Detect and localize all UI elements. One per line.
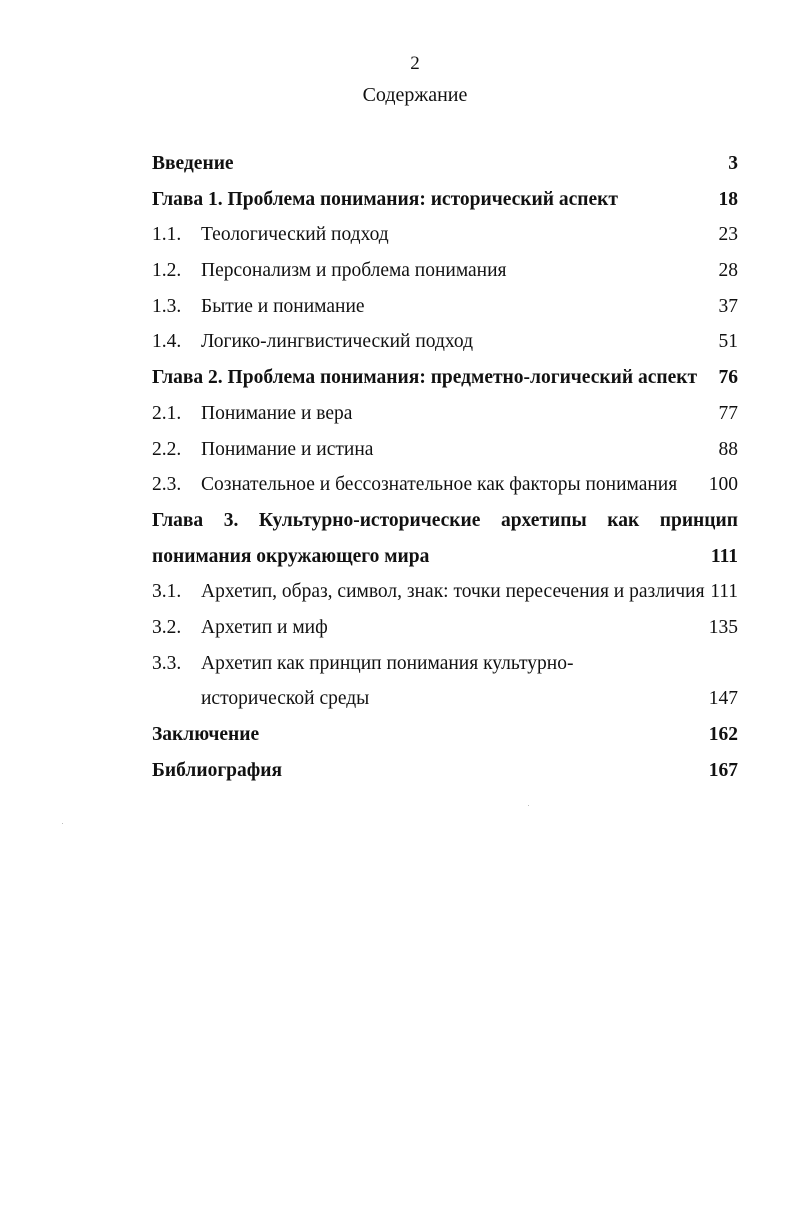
toc-entry-page: 51 <box>718 331 738 353</box>
toc-entry-chapter-2[interactable] <box>152 367 738 403</box>
toc-entry-section-2-1[interactable] <box>152 403 738 439</box>
toc-entry-number: 2.2. <box>152 438 182 460</box>
toc-entry-label: Персонализм и проблема понимания <box>201 260 507 282</box>
toc-entry-label: Теологический подход <box>201 224 389 246</box>
toc-entry-section-3-3[interactable] <box>152 653 738 689</box>
toc-entry-number: 2.3. <box>152 474 182 496</box>
toc-entry-label: Заключение <box>152 724 260 745</box>
toc-entry-number: 3.1. <box>152 581 182 603</box>
toc-entry-number: 1.1. <box>152 224 182 246</box>
toc-entry-label: Архетип и миф <box>201 616 328 638</box>
toc-entry-page: 3 <box>728 153 738 174</box>
toc-entry-section-1-4[interactable] <box>152 331 738 367</box>
toc-entry-label: Глава 1. Проблема понимания: исторический аспект <box>152 188 618 210</box>
toc-entry-label: Библиография <box>152 759 283 781</box>
toc-entry-page: 162 <box>708 724 738 745</box>
toc-entry-number: 1.4. <box>152 331 182 353</box>
toc-entry-label: Сознательное и бессознательное как факторы понимания <box>201 474 678 496</box>
toc-entry-section-1-2[interactable] <box>152 260 738 296</box>
toc-entry-label: Глава 3. Культурно-исторические архетипы как принцип <box>152 509 738 531</box>
toc-entry-page: 88 <box>718 438 738 460</box>
toc-entry-label: Архетип, образ, символ, знак: точки пересечения и различия <box>201 581 705 603</box>
toc-entry-label: Архетип как принцип понимания культурно- <box>201 652 574 674</box>
toc-entry-page: 100 <box>708 474 738 496</box>
toc-entry-label: Понимание и истина <box>201 438 374 460</box>
toc-entry-chapter-1[interactable] <box>152 189 738 225</box>
toc-entry-chapter-3[interactable] <box>152 510 738 546</box>
toc-entry-number: 3.3. <box>152 652 182 674</box>
toc-entry-section-3-1[interactable] <box>152 581 738 617</box>
toc-entry-chapter-3-continued[interactable] <box>152 546 738 582</box>
toc-entry-intro[interactable] <box>152 153 738 189</box>
toc-entry-page: 111 <box>710 545 738 567</box>
toc-entry-section-3-2[interactable] <box>152 617 738 653</box>
scan-speck <box>528 805 529 806</box>
toc-entry-number: 1.2. <box>152 260 182 282</box>
toc-entry-label: Введение <box>152 153 234 174</box>
toc-entry-conclusion[interactable] <box>152 724 738 760</box>
toc-entry-section-2-3[interactable] <box>152 474 738 510</box>
table-of-contents <box>152 153 738 795</box>
page-title: Содержание <box>362 84 468 106</box>
toc-entry-section-3-3-continued[interactable] <box>152 688 738 724</box>
toc-entry-page: 18 <box>718 188 738 210</box>
toc-entry-page: 77 <box>718 402 738 424</box>
toc-entry-label: Глава 2. Проблема понимания: предметно-логический аспект <box>152 367 698 389</box>
toc-entry-bibliography[interactable] <box>152 760 738 796</box>
toc-entry-section-1-3[interactable] <box>152 296 738 332</box>
toc-entry-page: 23 <box>718 224 738 246</box>
toc-entry-page: 147 <box>708 688 738 710</box>
toc-entry-page: 37 <box>718 295 738 317</box>
toc-entry-label: Логико-лингвистический подход <box>201 331 473 353</box>
toc-entry-number: 3.2. <box>152 616 182 638</box>
page-number: 2 <box>410 53 420 74</box>
toc-entry-section-2-2[interactable] <box>152 439 738 475</box>
toc-entry-page: 135 <box>708 616 738 638</box>
toc-entry-label: Понимание и вера <box>201 402 353 424</box>
toc-entry-page: 111 <box>710 581 738 603</box>
toc-entry-label: Бытие и понимание <box>201 295 365 317</box>
toc-entry-page: 76 <box>718 367 738 389</box>
toc-entry-number: 2.1. <box>152 402 182 424</box>
toc-entry-page: 28 <box>718 260 738 282</box>
scan-speck <box>62 823 63 824</box>
toc-entry-label: понимания окружающего мира <box>152 545 430 567</box>
toc-entry-section-1-1[interactable] <box>152 224 738 260</box>
toc-entry-number: 1.3. <box>152 295 182 317</box>
toc-entry-page: 167 <box>708 759 738 781</box>
toc-entry-label: исторической среды <box>201 688 370 710</box>
